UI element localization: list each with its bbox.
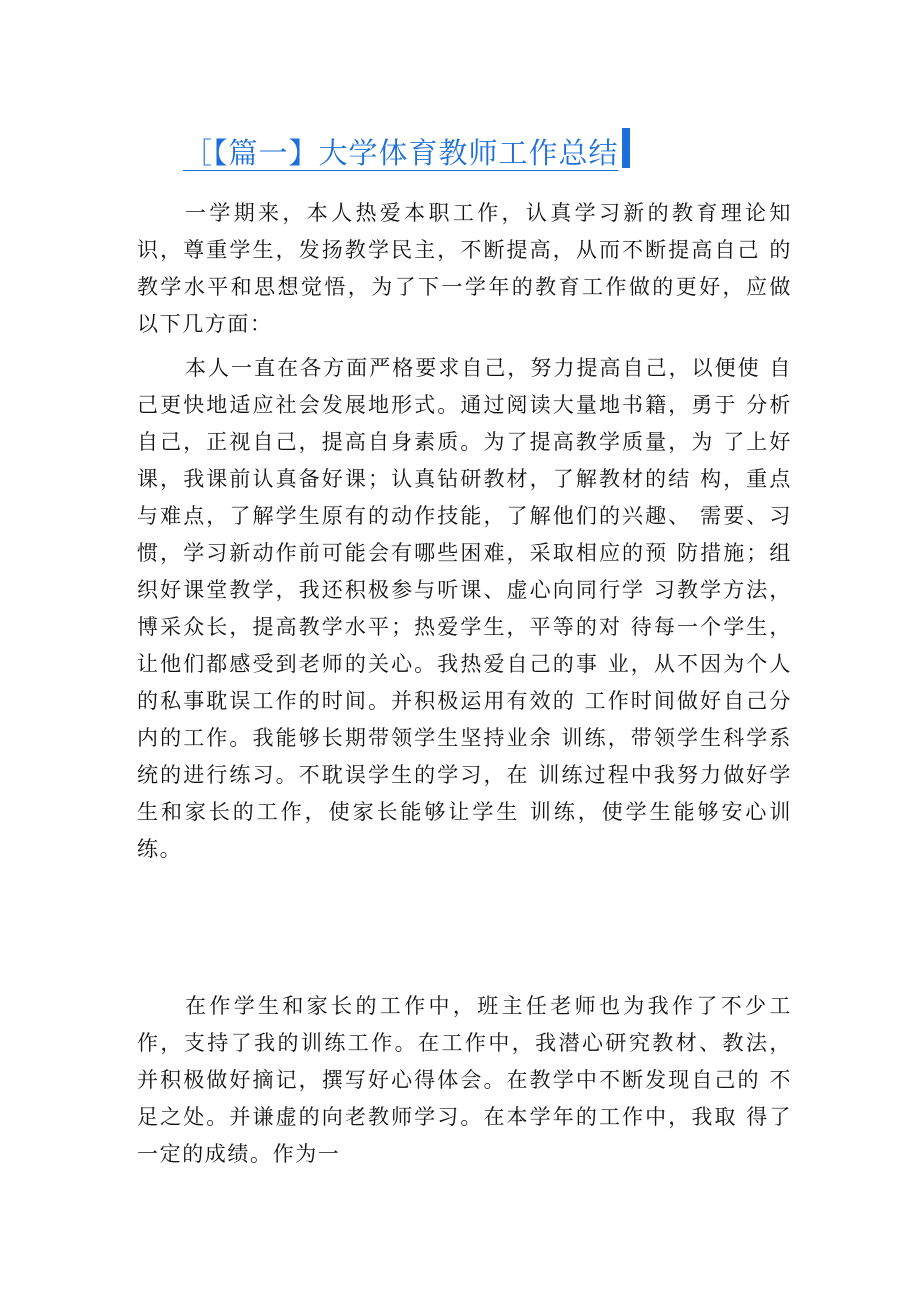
paragraph-student-parent-work: 在作学生和家长的工作中，班主任老师也为我作了不少工 作，支持了我的训练工作。在工作中，我潜心研究教材、教法， 并积极做好摘记，撰写好心得体会。在教学中不断发现自己的 不足之处。并谦虚的向老教师学习。在本学年的工作中，我取 得了一定的成绩。作为一 — [137, 994, 792, 1166]
paragraph-self-requirement: 本人一直在各方面严格要求自己，努力提高自己，以便使 自己更快地适应社会发展地形式。通过阅读大量地书籍，勇于 分析自己，正视自己，提高自身素质。为了提高教学质量，为 了上好课，我课前认真备好课；认真钻研教材，了解教材的结 构，重点与难点，了解学生原有的动作技能，了解他们的兴趣、 需要、习惯，学习新动作前可能会有哪些困难，采取相应的预 防措施；组织好课堂教学，我还积极参与听课、虚心向同行学 习教学方法，博采众长，提高教学水平；热爱学生，平等的对 待每一个学生，让他们都感受到老师的关心。我热爱自己的事 业，从不因为个人的私事耽误工作的时间。并积极运用有效的 工作时间做好自己分内的工作。我能够长期带领学生坚持业余 训练，带领学生科学系统的进行练习。不耽误学生的学习，在 训练过程中我努力做好学生和家长的工作，使家长能够让学生 训练，使学生能够安心训练。 — [137, 356, 792, 861]
paragraph-intro: 一学期来，本人热爱本职工作，认真学习新的教育理论知 识，尊重学生，发扬教学民主，不断提高，从而不断提高自己 的教学水平和思想觉悟，为了下一学年的教育工作做的更好，应做以下几方面： — [137, 201, 792, 336]
document-title: ［【篇一】大学体育教师工作总结 — [183, 136, 619, 170]
title-row — [183, 128, 630, 172]
text-cursor-marker — [622, 128, 630, 168]
